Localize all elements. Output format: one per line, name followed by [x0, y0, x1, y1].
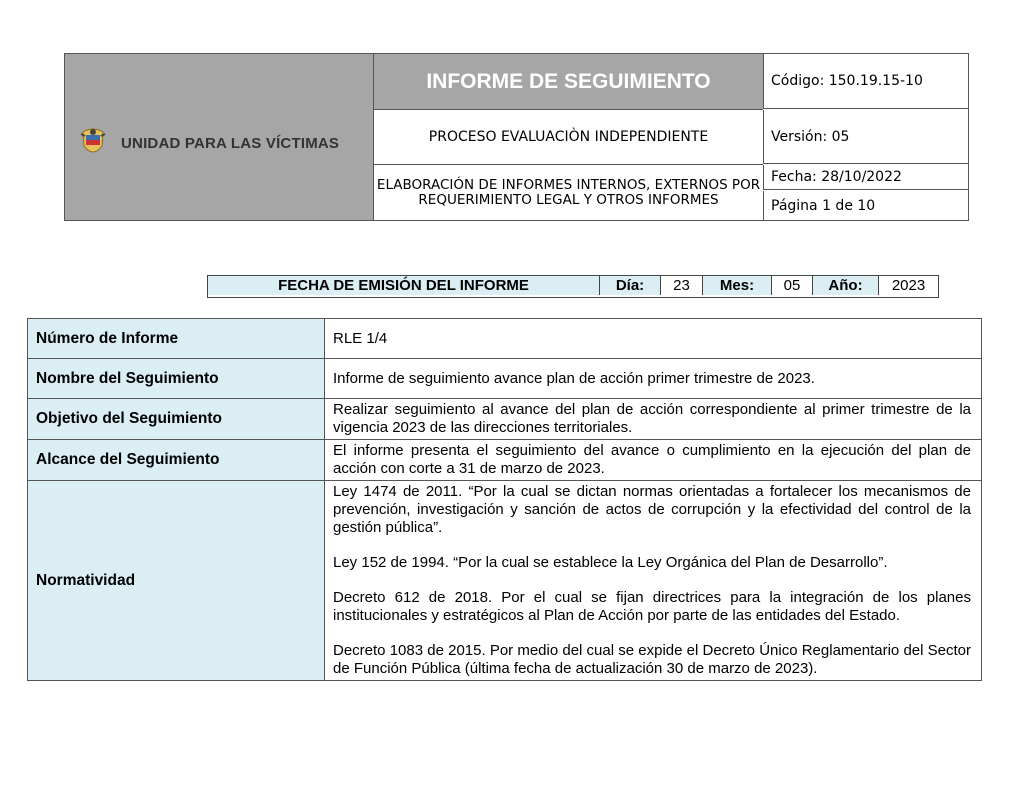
version-field: Versión: 05: [763, 110, 968, 164]
document-header: [64, 53, 969, 221]
row-value: Realizar seguimiento al avance del plan de acción correspondiente al primer trimestre de la vigencia 2023 de las direcciones territoriales.: [325, 399, 982, 440]
fecha-field: Fecha: 28/10/2022: [763, 165, 968, 190]
year-label: Año:: [813, 276, 879, 295]
table-row: [28, 481, 982, 681]
codigo-field: Código: 150.19.15-10: [763, 54, 968, 109]
row-value: Informe de seguimiento avance plan de acción primer trimestre de 2023.: [325, 359, 982, 399]
row-value: RLE 1/4: [325, 319, 982, 359]
document-title: INFORME DE SEGUIMIENTO: [374, 54, 763, 110]
pagina-field: Página 1 de 10: [763, 191, 968, 220]
subprocess-name: ELABORACIÓN DE INFORMES INTERNOS, EXTERNOS POR REQUERIMIENTO LEGAL Y OTROS INFORMES: [376, 176, 761, 208]
month-label: Mes:: [703, 276, 772, 295]
table-row: [28, 359, 982, 399]
logo: [79, 126, 339, 160]
table-row: [28, 399, 982, 440]
norm-paragraph: Ley 152 de 1994. “Por la cual se establece la Ley Orgánica del Plan de Desarrollo”.: [333, 554, 888, 571]
day-label: Día:: [600, 276, 661, 295]
row-value: El informe presenta el seguimiento del avance o cumplimiento en la ejecución del plan de acción con corte a 31 de marzo de 2023.: [325, 440, 982, 481]
month-value: 05: [772, 276, 813, 295]
norm-paragraph: Decreto 1083 de 2015. Por medio del cual se expide el Decreto Único Reglamentario del Sector de Función Pública (última fecha de actualización 30 de marzo de 2023).: [333, 642, 971, 677]
norm-paragraph: Ley 1474 de 2011. “Por la cual se dictan normas orientadas a fortalecer los mecanismos de prevención, investigación y sanción de actos de corrupción y la efectividad del control de la gestión pública”.: [333, 483, 971, 536]
org-name: UNIDAD PARA LAS VÍCTIMAS: [121, 134, 340, 152]
logo-cell: [65, 54, 374, 220]
emission-date-row: [207, 275, 939, 298]
row-label: Nombre del Seguimiento: [28, 359, 325, 399]
emission-date-label: FECHA DE EMISIÓN DEL INFORME: [208, 276, 600, 295]
row-label: Objetivo del Seguimiento: [28, 399, 325, 440]
year-value: 2023: [891, 277, 926, 294]
table-row: [28, 319, 982, 359]
normatividad-value: [325, 481, 982, 681]
norm-paragraph: Decreto 612 de 2018. Por el cual se fijan directrices para la integración de los planes institucionales y estratégicos al Plan de Acción por parte de las entidades del Estado.: [333, 589, 971, 624]
report-info-table: [27, 318, 982, 681]
row-label: Número de Informe: [28, 319, 325, 359]
day-value: 23: [661, 276, 703, 295]
row-label: Normatividad: [28, 481, 325, 681]
table-row: [28, 440, 982, 481]
process-name: PROCESO EVALUACIÒN INDEPENDIENTE: [374, 110, 763, 165]
coat-of-arms-icon: [79, 126, 107, 160]
row-label: Alcance del Seguimiento: [28, 440, 325, 481]
